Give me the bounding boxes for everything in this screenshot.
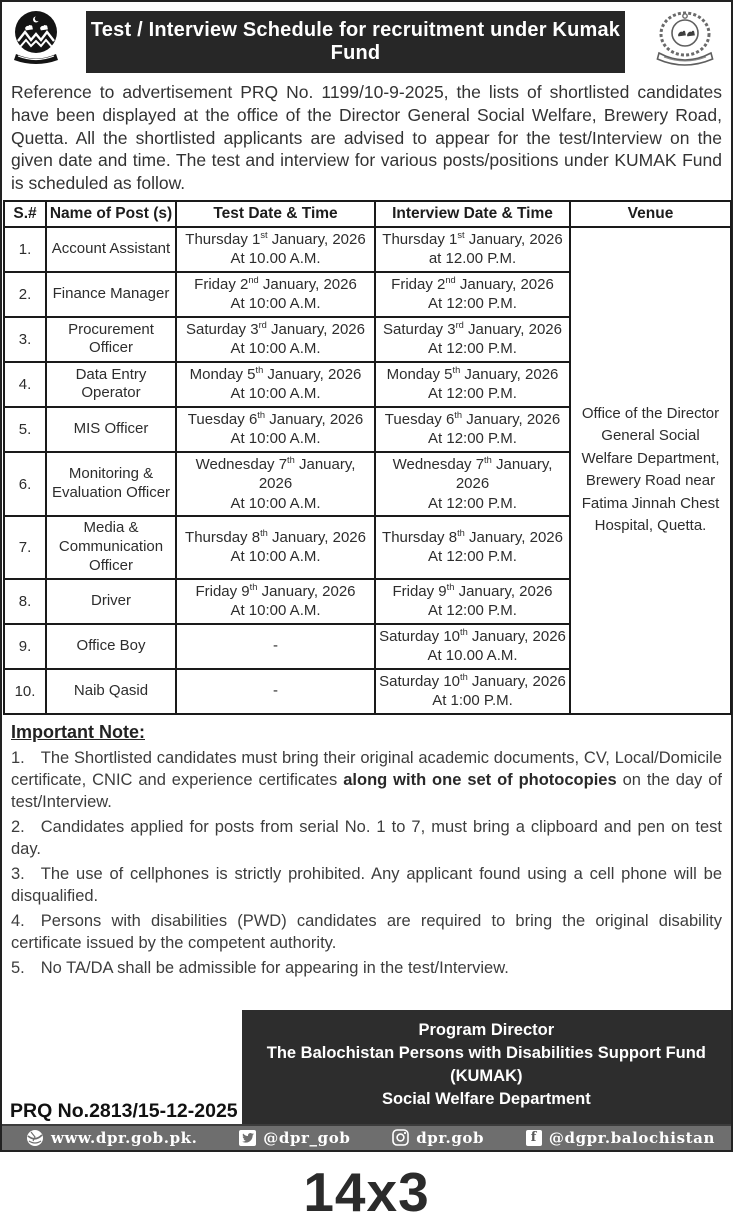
serial-number: 2. — [4, 272, 46, 317]
col-header-post: Name of Post (s) — [46, 201, 176, 227]
note-item: 4. Persons with disabilities (PWD) candidates are required to bring the original disability certificate issued by the competent authority. — [11, 912, 722, 953]
signature-title: Program Director — [418, 1020, 555, 1039]
interview-datetime: Thursday 1st January, 2026 at 12.00 P.M. — [375, 227, 570, 272]
important-notes-section — [11, 722, 722, 980]
col-header-serial: S.# — [4, 201, 46, 227]
post-name: Finance Manager — [46, 272, 176, 317]
test-datetime: Thursday 8th January, 2026 At 10:00 A.M. — [176, 516, 375, 578]
twitter-icon — [239, 1130, 256, 1146]
serial-number: 5. — [4, 407, 46, 452]
website-item — [26, 1129, 197, 1147]
post-name: Office Boy — [46, 624, 176, 669]
interview-datetime: Friday 2nd January, 2026 At 12:00 P.M. — [375, 272, 570, 317]
post-name: Account Assistant — [46, 227, 176, 272]
test-datetime: Friday 2nd January, 2026 At 10:00 A.M. — [176, 272, 375, 317]
test-datetime: Saturday 3rd January, 2026 At 10:00 A.M. — [176, 317, 375, 362]
table-row — [4, 227, 731, 272]
globe-icon — [26, 1129, 44, 1147]
twitter-item — [239, 1129, 350, 1147]
post-name: MIS Officer — [46, 407, 176, 452]
interview-datetime: Wednesday 7th January, 2026 At 12:00 P.M. — [375, 452, 570, 517]
test-datetime: Wednesday 7th January, 2026 At 10:00 A.M. — [176, 452, 375, 517]
website-url: www.dpr.gob.pk. — [51, 1128, 198, 1147]
serial-number: 7. — [4, 516, 46, 578]
schedule-table — [3, 200, 732, 715]
serial-number: 9. — [4, 624, 46, 669]
table-header-row — [4, 201, 731, 227]
title-banner — [86, 11, 625, 73]
instagram-item — [392, 1129, 484, 1147]
social-welfare-crest-icon — [647, 9, 723, 71]
note-item: 3. The use of cellphones is strictly prohibited. Any applicant found using a cell phone will be disqualified. — [11, 865, 722, 906]
test-datetime: Tuesday 6th January, 2026 At 10:00 A.M. — [176, 407, 375, 452]
serial-number: 8. — [4, 579, 46, 624]
test-datetime: Friday 9th January, 2026 At 10:00 A.M. — [176, 579, 375, 624]
serial-number: 3. — [4, 317, 46, 362]
ad-size-label: 14x3 — [303, 1160, 430, 1223]
serial-number: 6. — [4, 452, 46, 517]
note-item: 5. No TA/DA shall be admissible for appearing in the test/Interview. — [11, 959, 509, 978]
post-name: Media & Communication Officer — [46, 516, 176, 578]
venue-cell: Office of the Director General Social Welfare Department, Brewery Road near Fatima Jinnah Chest Hospital, Quetta. — [570, 227, 731, 714]
ad-title: Test / Interview Schedule for recruitment under Kumak Fund — [90, 19, 621, 64]
signature-dept: Social Welfare Department — [381, 1089, 591, 1108]
twitter-handle: @dpr_gob — [263, 1128, 351, 1147]
post-name: Data Entry Operator — [46, 362, 176, 407]
col-header-interview: Interview Date & Time — [375, 201, 570, 227]
signature-row — [2, 1010, 731, 1124]
signature-block — [242, 1010, 731, 1124]
post-name: Monitoring & Evaluation Officer — [46, 452, 176, 517]
masthead — [2, 2, 731, 75]
signature-org: The Balochistan Persons with Disabilities Support Fund (KUMAK) — [266, 1043, 706, 1085]
facebook-item — [526, 1129, 715, 1147]
serial-number: 10. — [4, 669, 46, 714]
post-name: Procurement Officer — [46, 317, 176, 362]
facebook-icon: f — [526, 1130, 542, 1146]
social-media-bar — [2, 1124, 731, 1150]
notes-heading: Important Note: — [11, 721, 145, 742]
interview-datetime: Monday 5th January, 2026 At 12:00 P.M. — [375, 362, 570, 407]
interview-datetime: Thursday 8th January, 2026 At 12:00 P.M. — [375, 516, 570, 578]
test-datetime: - — [176, 624, 375, 669]
interview-datetime: Friday 9th January, 2026 At 12:00 P.M. — [375, 579, 570, 624]
facebook-handle: @dgpr.balochistan — [548, 1128, 715, 1147]
note-item: 1. The Shortlisted candidates must bring their original academic documents, CV, Local/Domicile certificate, CNIC and experience certificates along with one set of photocopies on the day of test/Interview. — [11, 748, 722, 811]
interview-datetime: Saturday 10th January, 2026 At 10.00 A.M. — [375, 624, 570, 669]
test-datetime: Monday 5th January, 2026 At 10:00 A.M. — [176, 362, 375, 407]
post-name: Naib Qasid — [46, 669, 176, 714]
instagram-icon — [392, 1129, 409, 1146]
prq-number: PRQ No.2813/15-12-2025 — [10, 1099, 238, 1122]
serial-number: 1. — [4, 227, 46, 272]
col-header-test: Test Date & Time — [176, 201, 375, 227]
interview-datetime: Saturday 3rd January, 2026 At 12:00 P.M. — [375, 317, 570, 362]
interview-datetime: Saturday 10th January, 2026 At 1:00 P.M. — [375, 669, 570, 714]
balochistan-emblem-icon — [10, 9, 62, 65]
post-name: Driver — [46, 579, 176, 624]
serial-number: 4. — [4, 362, 46, 407]
note-item: 2. Candidates applied for posts from serial No. 1 to 7, must bring a clipboard and pen on test day. — [11, 817, 722, 858]
intro-paragraph: Reference to advertisement PRQ No. 1199/10-9-2025, the lists of shortlisted candidates have been displayed at the office of the Director General Social Welfare, Brewery Road, Quetta. All the shortlisted applicants are advised to appear for the test/Interview on the given date and time. The test and interview for various posts/positions under KUMAK Fund is scheduled as follow. — [11, 82, 722, 193]
test-datetime: Thursday 1st January, 2026 At 10.00 A.M. — [176, 227, 375, 272]
col-header-venue: Venue — [570, 201, 731, 227]
interview-datetime: Tuesday 6th January, 2026 At 12:00 P.M. — [375, 407, 570, 452]
test-datetime: - — [176, 669, 375, 714]
instagram-handle: dpr.gob — [416, 1128, 485, 1147]
